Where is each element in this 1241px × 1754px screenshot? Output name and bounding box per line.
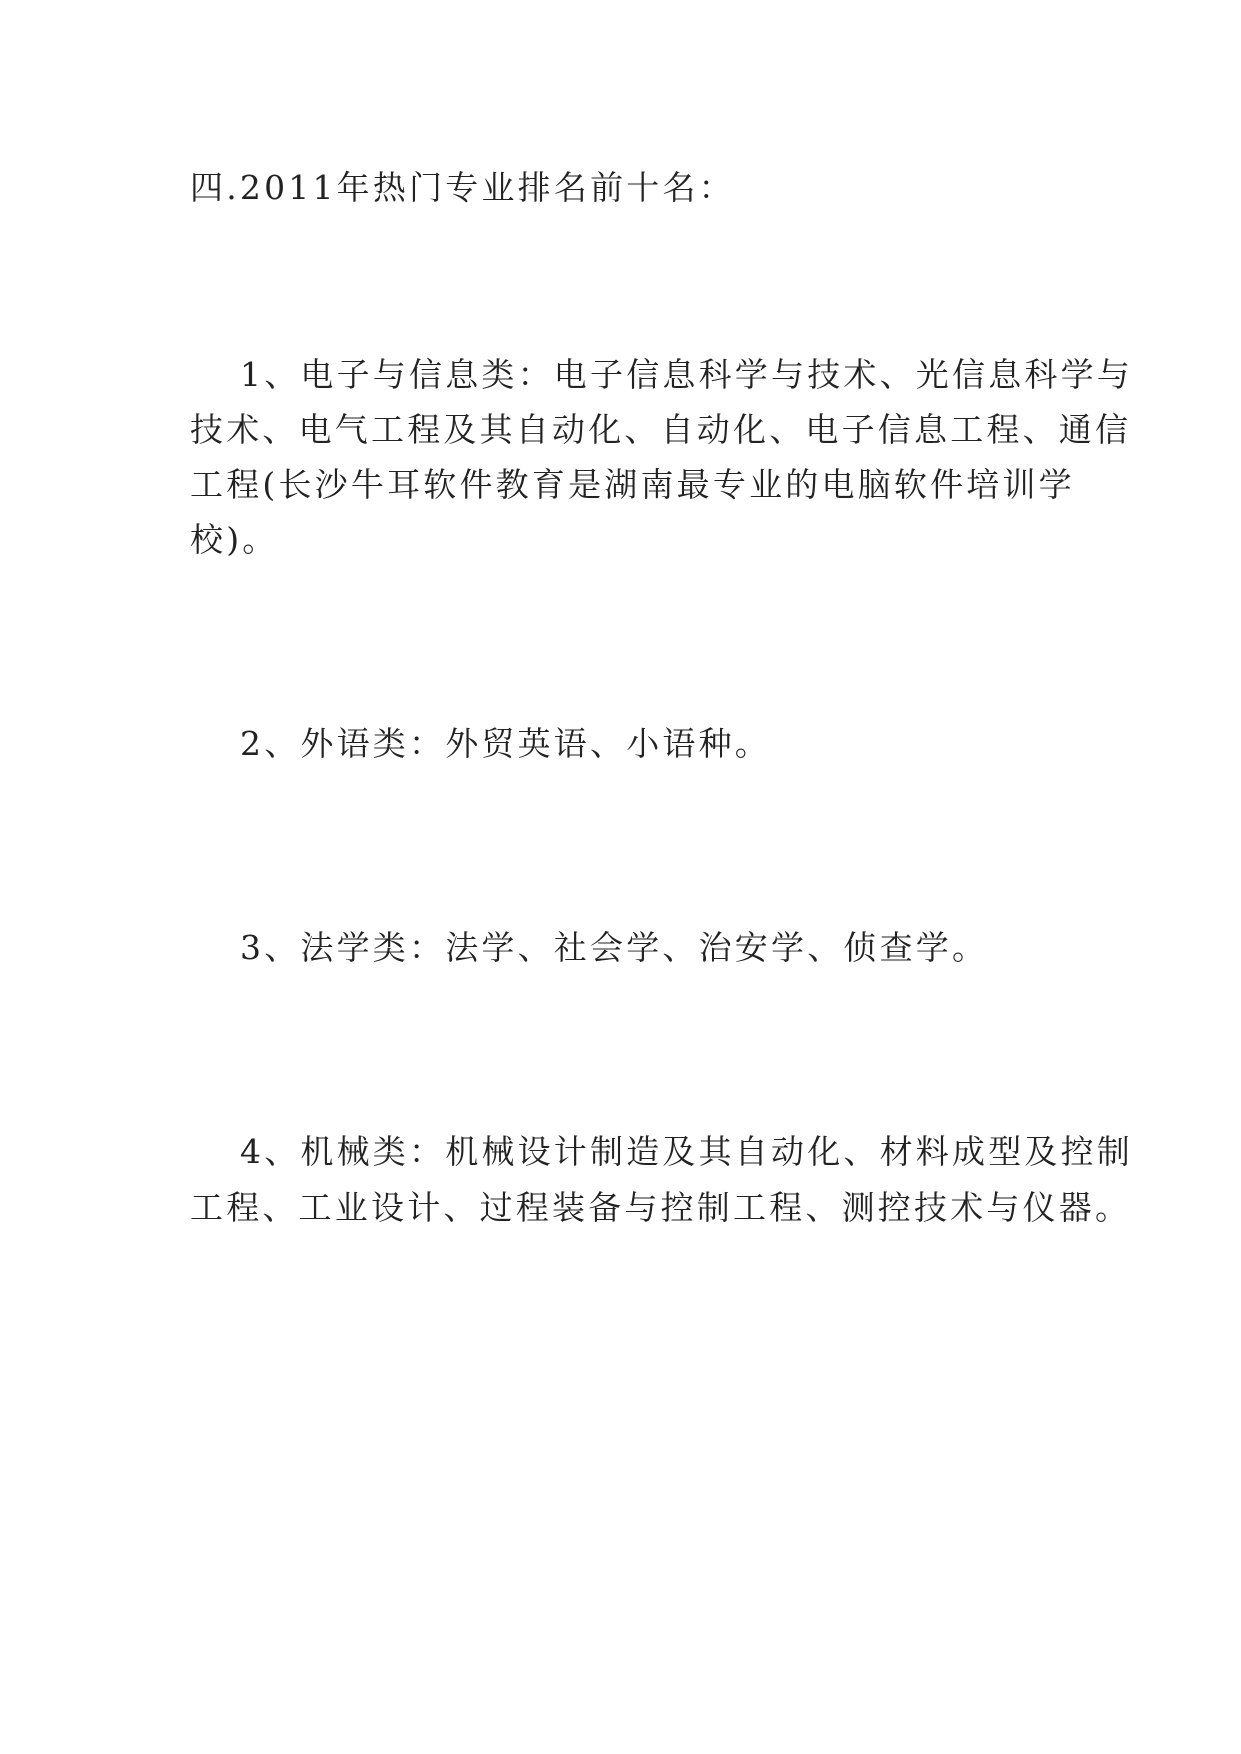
list-item-line: 工程(长沙牛耳软件教育是湖南最专业的电脑软件培训学 bbox=[190, 465, 1075, 504]
list-item-line: 3、法学类：法学、社会学、治安学、侦查学。 bbox=[240, 928, 989, 967]
list-item-line: 2、外语类：外贸英语、小语种。 bbox=[240, 724, 771, 763]
list-item-line: 1、电子与信息类：电子信息科学与技术、光信息科学与 bbox=[240, 355, 1133, 394]
list-item-line: 工程、工业设计、过程装备与控制工程、测控技术与仪器。 bbox=[190, 1188, 1132, 1227]
section-heading: 四.2011年热门专业排名前十名： bbox=[190, 168, 735, 207]
list-item-line: 校)。 bbox=[190, 520, 279, 559]
list-item-line: 4、机械类：机械设计制造及其自动化、材料成型及控制 bbox=[240, 1132, 1133, 1171]
list-item-line: 技术、电气工程及其自动化、自动化、电子信息工程、通信 bbox=[190, 410, 1132, 449]
